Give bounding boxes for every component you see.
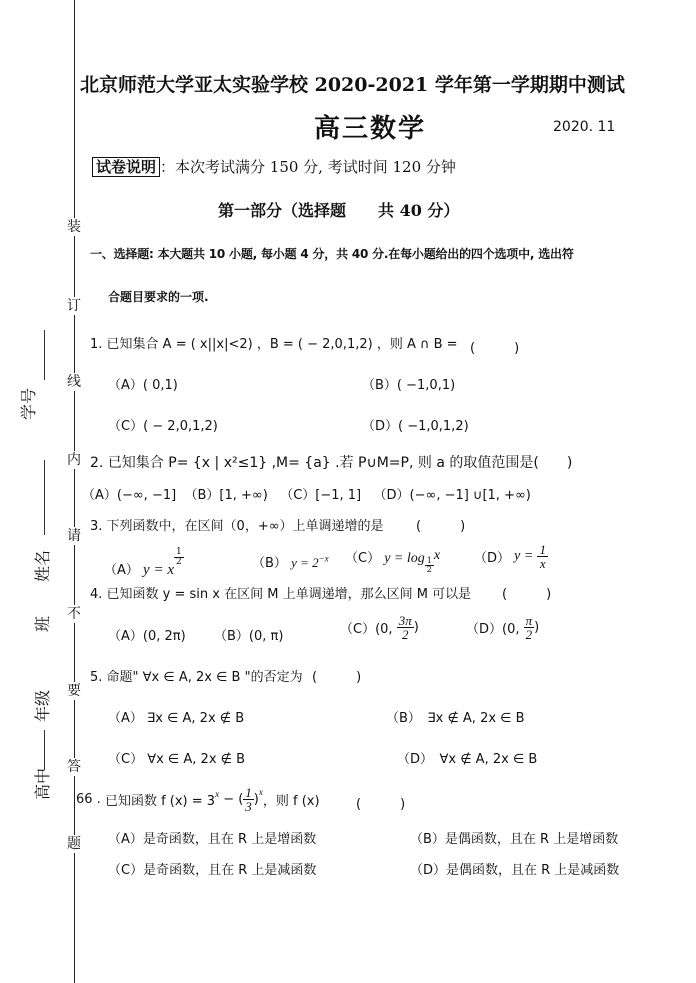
binding-char-qing: 请 xyxy=(67,528,81,544)
question-2-options xyxy=(82,484,531,503)
question-3-option-b-math: y = 2 xyxy=(291,555,319,570)
question-3-option-a[interactable] xyxy=(104,548,184,579)
question-1-option-d[interactable]: （D）( −1,0,1,2) xyxy=(362,419,469,434)
question-3-option-d-frac xyxy=(537,543,548,570)
grade-label: 年级 xyxy=(33,689,52,722)
question-5-number: 5. xyxy=(90,670,103,685)
question-3-option-d-label: （D） xyxy=(474,551,511,566)
question-4 xyxy=(90,583,471,602)
question-4-option-c-label: （C）(0, xyxy=(340,622,393,637)
binding-char-nei: 内 xyxy=(67,452,81,468)
question-4-d-num: π xyxy=(525,613,533,628)
question-4-option-c-close: ) xyxy=(413,620,419,635)
question-3-option-c-math: y = log xyxy=(384,551,425,566)
question-1-option-a[interactable]: （A）( 0,1) xyxy=(108,378,178,393)
question-5-option-d[interactable]: （D） ∀x ∉ A, 2x ∈ B xyxy=(397,752,538,767)
question-2-option-c[interactable]: （C）[−1, 1] xyxy=(280,488,362,503)
student-id-label: 学号 xyxy=(19,387,38,420)
binding-char-ti: 题 xyxy=(67,836,81,852)
high-school-label: 高中 xyxy=(33,767,52,800)
binding-char-bu: 不 xyxy=(67,606,81,622)
question-3 xyxy=(90,515,384,534)
question-6-number: 66 . xyxy=(76,792,101,807)
question-1-option-c[interactable]: （C）( − 2,0,1,2) xyxy=(108,419,218,434)
question-3-option-d-math: y = xyxy=(514,548,534,564)
question-6-option-d[interactable]: （D）是偶函数，且在 R 上是减函数 xyxy=(410,863,620,878)
question-1-answer-paren[interactable]: ( ) xyxy=(470,341,520,356)
question-4-answer-paren[interactable]: ( ) xyxy=(502,587,552,602)
question-2-option-a[interactable]: （A）(−∞, −1] xyxy=(82,488,177,503)
question-3-option-a-math: y = x xyxy=(143,562,174,578)
exam-date: 2020. 11 xyxy=(553,119,616,135)
binding-char-zhuang: 装 xyxy=(67,219,81,235)
question-2-number: 2. xyxy=(90,455,104,471)
question-6-option-b[interactable]: （B）是偶函数，且在 R 上是增函数 xyxy=(410,832,619,847)
note-text: ：本次考试满分 150 分, 考试时间 120 分钟 xyxy=(160,158,456,176)
question-4-c-num: 3π xyxy=(398,613,412,628)
question-6-stem-frac xyxy=(243,786,254,813)
question-3-option-a-label: （A） xyxy=(104,563,139,578)
question-2 xyxy=(90,452,572,472)
part1-instruction-line2: 合题目要求的一项. xyxy=(108,290,209,304)
grade-line xyxy=(44,730,45,770)
question-1-number: 1. xyxy=(90,337,103,352)
part1-instruction-line1: 一、选择题: 本大题共 10 小题, 每小题 4 分，共 40 分.在每小题给出的四个选项中, 选出符 xyxy=(90,247,574,261)
question-3-option-b[interactable] xyxy=(252,552,329,571)
note-label: 试卷说明 xyxy=(92,157,160,177)
class-label: 班 xyxy=(33,615,52,632)
question-3-option-c-base xyxy=(425,557,434,574)
question-5 xyxy=(90,666,303,685)
question-4-option-d-frac xyxy=(524,614,535,641)
question-2-option-d[interactable]: （D）(−∞, −1] ∪[1, +∞) xyxy=(373,488,531,503)
subject-title: 高三数学 xyxy=(314,114,427,144)
exam-note xyxy=(92,156,456,177)
student-id-line xyxy=(44,330,45,380)
question-3-d-num: 1 xyxy=(539,542,546,557)
question-4-stem: 已知函数 y = sin x 在区间 M 上单调递增，那么区间 M 可以是 xyxy=(106,587,472,602)
question-6-stem-post: ) xyxy=(253,792,259,807)
question-2-option-b[interactable]: （B）[1, +∞) xyxy=(184,488,268,503)
question-3-option-d[interactable] xyxy=(474,543,548,570)
question-1-option-b[interactable]: （B）( −1,0,1) xyxy=(362,378,456,393)
question-4-option-a[interactable]: （A）(0, 2π) xyxy=(108,629,186,644)
question-3-c-base-den: 2 xyxy=(426,565,432,574)
binding-char-xian: 线 xyxy=(67,374,81,390)
question-4-c-den: 2 xyxy=(401,627,409,642)
question-6-frac-num: 1 xyxy=(245,785,252,800)
part1-title: 第一部分（选择题 共 40 分） xyxy=(218,201,460,220)
binding-line-top xyxy=(74,0,75,214)
question-3-answer-paren[interactable]: ( ) xyxy=(416,519,466,534)
name-line xyxy=(44,460,45,535)
question-6-frac-den: 3 xyxy=(245,799,252,814)
name-label: 姓名 xyxy=(33,549,52,582)
binding-char-da: 答 xyxy=(67,759,81,775)
question-6-stem-exp2: x xyxy=(258,787,263,797)
question-1 xyxy=(90,333,458,352)
question-5-option-a[interactable]: （A） ∃x ∈ A, 2x ∉ B xyxy=(108,711,245,726)
question-5-answer-paren[interactable]: ( ) xyxy=(312,670,362,685)
question-6-stem-mid: − ( xyxy=(219,792,244,807)
question-4-option-c[interactable] xyxy=(340,614,419,641)
question-3-d-den: x xyxy=(539,556,546,571)
question-3-option-b-label: （B） xyxy=(252,556,287,571)
binding-char-yao: 要 xyxy=(67,683,81,699)
question-6 xyxy=(76,786,320,813)
question-3-a-exp-num: 1 xyxy=(175,547,182,557)
question-6-option-a[interactable]: （A）是奇函数，且在 R 上是增函数 xyxy=(108,832,317,847)
question-3-a-exp-den: 2 xyxy=(175,557,182,567)
question-2-stem: 已知集合 P= {x | x²≤1} ,M= {a} .若 P∪M=P, 则 a 的取值范围是( ) xyxy=(107,455,573,471)
question-5-option-b[interactable]: （B） ∃x ∉ A, 2x ∈ B xyxy=(386,711,525,726)
question-3-number: 3. xyxy=(90,519,103,534)
school-title: 北京师范大学亚太实验学校 2020-2021 学年第一学期期中测试 xyxy=(80,74,625,96)
question-6-stem-pre: 已知函数 f (x) = 3 xyxy=(104,794,216,809)
question-5-stem: 命题" ∀x ∈ A, 2x ∈ B "的否定为 xyxy=(106,670,303,685)
question-6-option-c[interactable]: （C）是奇函数，且在 R 上是减函数 xyxy=(108,863,317,878)
binding-char-ding: 订 xyxy=(67,298,81,314)
question-3-option-b-exp: −x xyxy=(318,553,329,564)
question-4-option-d[interactable] xyxy=(466,614,539,641)
question-3-stem: 下列函数中，在区间（0，+∞）上单调递增的是 xyxy=(106,519,384,534)
question-4-number: 4. xyxy=(90,587,103,602)
question-6-stem-tail: ，则 f (x) xyxy=(262,794,320,809)
question-1-stem: 已知集合 A = ( x||x|<2) ，B = ( − 2,0,1,2) ，则 A ∩ B = xyxy=(106,337,458,352)
question-3-option-c[interactable] xyxy=(345,547,440,574)
question-3-c-base-num: 1 xyxy=(426,556,432,565)
binding-line-bottom xyxy=(74,214,75,983)
question-4-option-b[interactable]: （B）(0, π) xyxy=(214,629,284,644)
question-6-answer-paren[interactable]: ( ) xyxy=(356,797,406,812)
question-3-option-a-exp xyxy=(174,548,184,567)
question-3-option-c-arg: x xyxy=(433,548,441,563)
question-4-option-c-frac xyxy=(397,614,414,641)
question-5-option-c[interactable]: （C） ∀x ∈ A, 2x ∉ B xyxy=(108,752,246,767)
question-4-option-d-close: ) xyxy=(534,620,540,635)
question-4-option-d-label: （D）(0, xyxy=(466,622,520,637)
question-4-d-den: 2 xyxy=(525,627,533,642)
question-6-stem-exp: x xyxy=(215,789,220,799)
question-3-option-c-label: （C） xyxy=(345,551,381,566)
